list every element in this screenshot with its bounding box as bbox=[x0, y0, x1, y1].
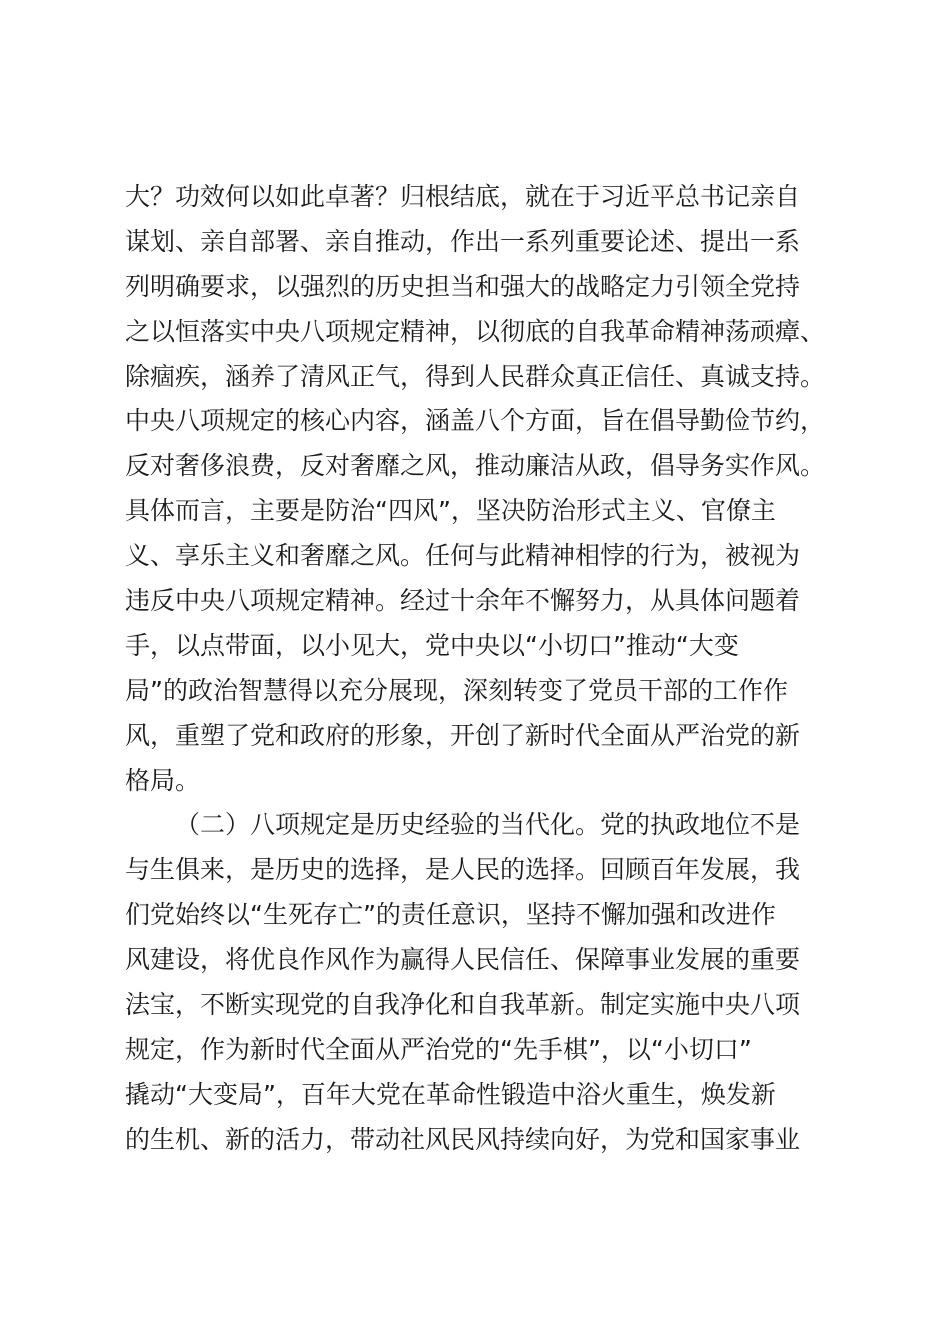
paragraph-line: 撬动“大变局”，百年大党在革命性锻造中浴火重生，焕发新 bbox=[125, 1079, 776, 1109]
paragraph-line: 风，重塑了党和政府的形象，开创了新时代全面从严治党的新 bbox=[125, 720, 801, 750]
paragraph-line: 之以恒落实中央八项规定精神，以彻底的自我革命精神荡顽瘴、 bbox=[125, 316, 826, 346]
paragraph-line: 具体而言，主要是防治“四风”，坚决防治形式主义、官僚主 bbox=[125, 496, 776, 526]
paragraph-line: 格局。 bbox=[125, 765, 201, 795]
paragraph-line: 法宝，不断实现党的自我净化和自我革新。制定实施中央八项 bbox=[125, 990, 801, 1020]
paragraph-line: 谋划、亲自部署、亲自推动，作出一系列重要论述、提出一系 bbox=[125, 226, 801, 256]
paragraph-line: 规定，作为新时代全面从严治党的“先手棋”，以“小切口” bbox=[125, 1034, 752, 1064]
paragraph-line: 与生俱来，是历史的选择，是人民的选择。回顾百年发展，我 bbox=[125, 855, 801, 885]
section-heading-line: （二）八项规定是历史经验的当代化。党的执政地位不是 bbox=[175, 810, 801, 840]
paragraph-line: 局”的政治智慧得以充分展现，深刻转变了党员干部的工作作 bbox=[125, 675, 788, 705]
paragraph-line: 中央八项规定的核心内容，涵盖八个方面，旨在倡导勤俭节约， bbox=[125, 406, 826, 436]
paragraph-line: 风建设，将优良作风作为赢得人民信任、保障事业发展的重要 bbox=[125, 945, 801, 975]
paragraph-line: 义、享乐主义和奢靡之风。任何与此精神相悖的行为，被视为 bbox=[125, 541, 801, 571]
paragraph-line: 列明确要求，以强烈的历史担当和强大的战略定力引领全党持 bbox=[125, 271, 801, 301]
paragraph-1 bbox=[125, 175, 845, 803]
document-body bbox=[125, 175, 845, 1163]
paragraph-2 bbox=[125, 803, 845, 1162]
paragraph-line: 的生机、新的活力，带动社风民风持续向好，为党和国家事业 bbox=[125, 1124, 801, 1154]
paragraph-line: 除痼疾，涵养了清风正气，得到人民群众真正信任、真诚支持。 bbox=[125, 361, 826, 391]
paragraph-line: 们党始终以“生死存亡”的责任意识，坚持不懈加强和改进作 bbox=[125, 900, 776, 930]
paragraph-line: 反对奢侈浪费，反对奢靡之风，推动廉洁从政，倡导务实作风。 bbox=[125, 451, 826, 481]
paragraph-line: 手，以点带面，以小见大，党中央以“小切口”推动“大变 bbox=[125, 630, 739, 660]
paragraph-line: 违反中央八项规定精神。经过十余年不懈努力，从具体问题着 bbox=[125, 586, 801, 616]
paragraph-line: 大？功效何以如此卓著？归根结底，就在于习近平总书记亲自 bbox=[125, 182, 801, 211]
